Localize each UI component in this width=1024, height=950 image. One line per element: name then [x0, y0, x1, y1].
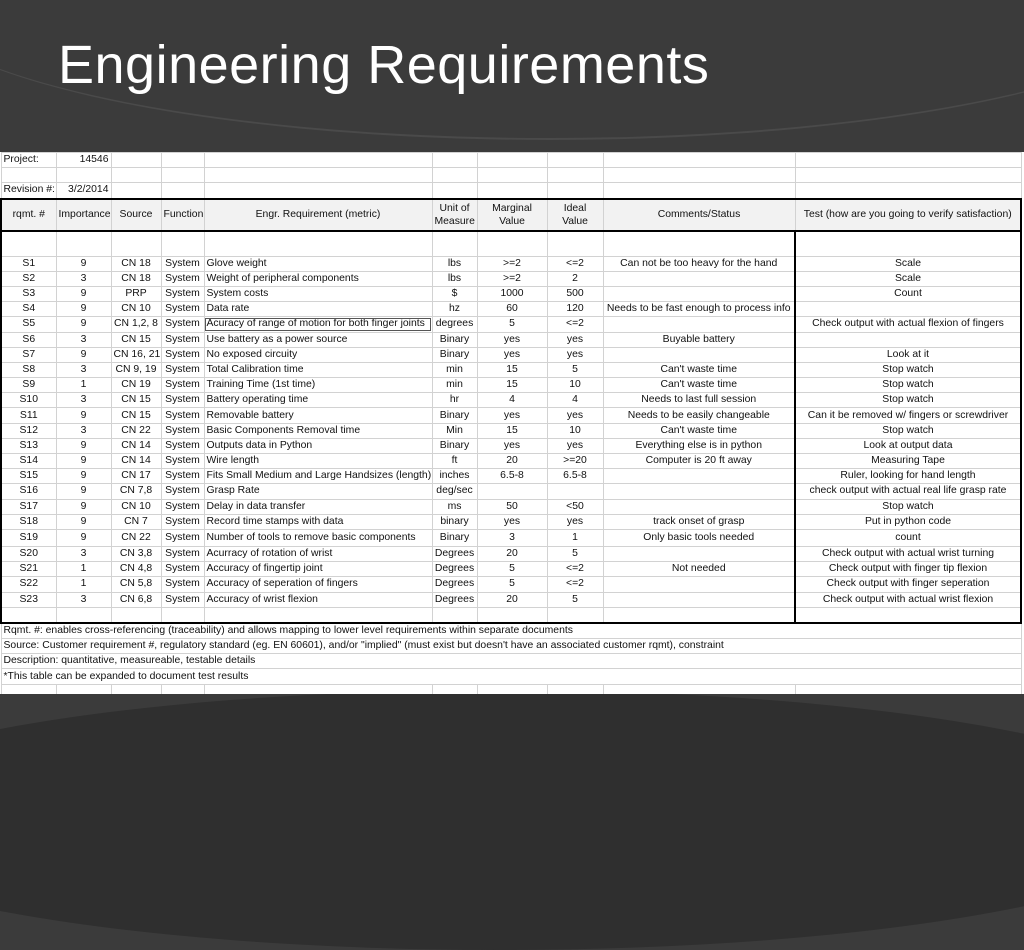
importance-cell: 9 — [56, 302, 111, 317]
marginal-cell: 15 — [477, 378, 547, 393]
requirement-cell: Accuracy of wrist flexion — [204, 592, 432, 607]
test-cell: check output with actual real life grasp rate — [795, 484, 1021, 499]
requirement-cell: Wire length — [204, 454, 432, 469]
table-row — [1, 271, 1021, 286]
marginal-cell: 5 — [477, 562, 547, 577]
rqmt-cell: S22 — [1, 577, 56, 592]
function-cell: System — [161, 362, 204, 377]
source-cell: CN 5,8 — [111, 577, 161, 592]
ideal-cell: 10 — [547, 423, 603, 438]
function-cell: System — [161, 393, 204, 408]
requirement-cell: Acuracy of range of motion for both finger joints — [204, 317, 432, 332]
rqmt-cell: S1 — [1, 256, 56, 271]
marginal-cell: yes — [477, 347, 547, 362]
importance-cell: 3 — [56, 332, 111, 347]
rqmt-cell: S4 — [1, 302, 56, 317]
marginal-cell: 4 — [477, 393, 547, 408]
test-cell: Measuring Tape — [795, 454, 1021, 469]
importance-cell: 9 — [56, 317, 111, 332]
comments-cell — [603, 317, 795, 332]
function-cell: System — [161, 408, 204, 423]
test-cell: Can it be removed w/ fingers or screwdriver — [795, 408, 1021, 423]
rqmt-cell: S20 — [1, 546, 56, 561]
table-row — [1, 393, 1021, 408]
note-row — [1, 654, 1021, 669]
test-cell: Stop watch — [795, 499, 1021, 514]
ideal-cell: <=2 — [547, 562, 603, 577]
table-row — [1, 408, 1021, 423]
rqmt-cell: S8 — [1, 362, 56, 377]
ideal-header: Ideal Value — [547, 199, 603, 231]
requirement-cell: Record time stamps with data — [204, 514, 432, 529]
marginal-cell: yes — [477, 438, 547, 453]
comments-cell — [603, 546, 795, 561]
rqmt-cell: S5 — [1, 317, 56, 332]
importance-cell: 9 — [56, 408, 111, 423]
requirement-cell: Total Calibration time — [204, 362, 432, 377]
comments-cell — [603, 271, 795, 286]
unit-cell: inches — [432, 469, 477, 484]
comments-cell — [603, 469, 795, 484]
test-cell: Ruler, looking for hand length — [795, 469, 1021, 484]
marginal-cell: >=2 — [477, 271, 547, 286]
requirement-cell: Grasp Rate — [204, 484, 432, 499]
comments-cell: Can not be too heavy for the hand — [603, 256, 795, 271]
note-text: Rqmt. #: enables cross-referencing (traceability) and allows mapping to lower level requirements within separate documents — [1, 623, 1021, 639]
unit-cell: Degrees — [432, 562, 477, 577]
ideal-cell: <=2 — [547, 317, 603, 332]
ideal-cell: 5 — [547, 362, 603, 377]
unit-cell: ft — [432, 454, 477, 469]
table-row — [1, 546, 1021, 561]
importance-cell: 9 — [56, 499, 111, 514]
comments-cell: Needs to be easily changeable — [603, 408, 795, 423]
function-cell: System — [161, 256, 204, 271]
test-cell: Check output with actual wrist turning — [795, 546, 1021, 561]
project-label: Project: — [1, 153, 56, 168]
ideal-cell: yes — [547, 438, 603, 453]
rqmt-cell: S15 — [1, 469, 56, 484]
unit-header: Unit of Measure — [432, 199, 477, 231]
marginal-cell: 3 — [477, 529, 547, 546]
marginal-cell — [477, 484, 547, 499]
note-row — [1, 623, 1021, 639]
rqmt-cell: S17 — [1, 499, 56, 514]
comments-cell: Needs to last full session — [603, 393, 795, 408]
unit-cell: binary — [432, 514, 477, 529]
comments-cell — [603, 499, 795, 514]
source-cell: CN 4,8 — [111, 562, 161, 577]
source-cell: CN 10 — [111, 302, 161, 317]
requirement-cell: Use battery as a power source — [204, 332, 432, 347]
source-cell: CN 19 — [111, 378, 161, 393]
marginal-cell: yes — [477, 408, 547, 423]
marginal-cell: 6.5-8 — [477, 469, 547, 484]
function-cell: System — [161, 347, 204, 362]
test-cell: Stop watch — [795, 423, 1021, 438]
ideal-cell: yes — [547, 408, 603, 423]
comments-cell: Can't waste time — [603, 362, 795, 377]
requirement-cell: No exposed circuity — [204, 347, 432, 362]
test-cell: Stop watch — [795, 378, 1021, 393]
marginal-cell: 15 — [477, 423, 547, 438]
rqmt-cell: S11 — [1, 408, 56, 423]
ideal-cell: 500 — [547, 286, 603, 301]
importance-cell: 9 — [56, 454, 111, 469]
table-row — [1, 423, 1021, 438]
comments-header: Comments/Status — [603, 199, 795, 231]
importance-header: Importance — [56, 199, 111, 231]
importance-cell: 3 — [56, 393, 111, 408]
table-row — [1, 514, 1021, 529]
table-row — [1, 362, 1021, 377]
unit-cell: Binary — [432, 408, 477, 423]
marginal-cell: 20 — [477, 592, 547, 607]
unit-cell: Binary — [432, 347, 477, 362]
importance-cell: 3 — [56, 362, 111, 377]
function-cell: System — [161, 577, 204, 592]
rqmt-cell: S2 — [1, 271, 56, 286]
source-cell: CN 22 — [111, 423, 161, 438]
importance-cell: 9 — [56, 484, 111, 499]
test-cell: count — [795, 529, 1021, 546]
background-swoosh-bottom — [0, 690, 1024, 950]
unit-cell: lbs — [432, 256, 477, 271]
source-cell: CN 7,8 — [111, 484, 161, 499]
source-cell: CN 22 — [111, 529, 161, 546]
requirement-header: Engr. Requirement (metric) — [204, 199, 432, 231]
ideal-cell: <50 — [547, 499, 603, 514]
table-row — [1, 529, 1021, 546]
importance-cell: 1 — [56, 577, 111, 592]
comments-cell — [603, 484, 795, 499]
unit-cell: Degrees — [432, 546, 477, 561]
test-cell: Stop watch — [795, 362, 1021, 377]
test-cell: Check output with finger seperation — [795, 577, 1021, 592]
table-row — [1, 317, 1021, 332]
unit-cell: hr — [432, 393, 477, 408]
rqmt-cell: S7 — [1, 347, 56, 362]
table-row — [1, 332, 1021, 347]
table-row — [1, 469, 1021, 484]
marginal-cell: 1000 — [477, 286, 547, 301]
importance-cell: 9 — [56, 256, 111, 271]
importance-cell: 3 — [56, 271, 111, 286]
requirement-cell: Training Time (1st time) — [204, 378, 432, 393]
function-cell: System — [161, 302, 204, 317]
requirement-cell: Battery operating time — [204, 393, 432, 408]
test-cell — [795, 302, 1021, 317]
table-row — [1, 286, 1021, 301]
comments-cell: Everything else is in python — [603, 438, 795, 453]
marginal-cell: >=2 — [477, 256, 547, 271]
comments-cell: track onset of grasp — [603, 514, 795, 529]
ideal-cell: 5 — [547, 592, 603, 607]
test-cell: Check output with actual flexion of fingers — [795, 317, 1021, 332]
table-row — [1, 454, 1021, 469]
requirement-cell: Fits Small Medium and Large Handsizes (length) — [204, 469, 432, 484]
table-row — [1, 302, 1021, 317]
function-cell: System — [161, 499, 204, 514]
source-cell: CN 1,2, 8 — [111, 317, 161, 332]
ideal-cell: 2 — [547, 271, 603, 286]
source-cell: PRP — [111, 286, 161, 301]
source-cell: CN 14 — [111, 438, 161, 453]
rqmt-cell: S23 — [1, 592, 56, 607]
function-cell: System — [161, 271, 204, 286]
marginal-header: Marginal Value — [477, 199, 547, 231]
ideal-cell: 6.5-8 — [547, 469, 603, 484]
table-row — [1, 484, 1021, 499]
function-cell: System — [161, 529, 204, 546]
unit-cell: Degrees — [432, 577, 477, 592]
function-cell: System — [161, 378, 204, 393]
note-text: Description: quantitative, measureable, testable details — [1, 654, 1021, 669]
revision-value: 3/2/2014 — [56, 183, 111, 199]
rqmt-cell: S18 — [1, 514, 56, 529]
comments-cell: Computer is 20 ft away — [603, 454, 795, 469]
comments-cell: Can't waste time — [603, 423, 795, 438]
marginal-cell: 60 — [477, 302, 547, 317]
project-row — [1, 153, 1021, 168]
table-row — [1, 592, 1021, 607]
importance-cell: 3 — [56, 592, 111, 607]
source-cell: CN 18 — [111, 256, 161, 271]
function-cell: System — [161, 546, 204, 561]
importance-cell: 9 — [56, 514, 111, 529]
rqmt-cell: S21 — [1, 562, 56, 577]
comments-cell: Only basic tools needed — [603, 529, 795, 546]
marginal-cell: 50 — [477, 499, 547, 514]
revision-label: Revision #: — [1, 183, 56, 199]
unit-cell: degrees — [432, 317, 477, 332]
importance-cell: 9 — [56, 347, 111, 362]
ideal-cell: 1 — [547, 529, 603, 546]
unit-cell: min — [432, 362, 477, 377]
table-row — [1, 562, 1021, 577]
source-cell: CN 16, 21 — [111, 347, 161, 362]
rqmt-header: rqmt. # — [1, 199, 56, 231]
source-cell: CN 14 — [111, 454, 161, 469]
source-cell: CN 17 — [111, 469, 161, 484]
function-cell: System — [161, 484, 204, 499]
rqmt-cell: S6 — [1, 332, 56, 347]
rqmt-cell: S3 — [1, 286, 56, 301]
requirement-cell: Number of tools to remove basic components — [204, 529, 432, 546]
ideal-cell: yes — [547, 332, 603, 347]
requirement-cell: Glove weight — [204, 256, 432, 271]
test-cell: Look at output data — [795, 438, 1021, 453]
table-end-row — [1, 607, 1021, 623]
requirement-cell: Accuracy of seperation of fingers — [204, 577, 432, 592]
test-header: Test (how are you going to verify satisfaction) — [795, 199, 1021, 231]
test-cell: Count — [795, 286, 1021, 301]
test-cell — [795, 332, 1021, 347]
unit-cell: Binary — [432, 529, 477, 546]
ideal-cell: yes — [547, 347, 603, 362]
comments-cell: Buyable battery — [603, 332, 795, 347]
function-cell: System — [161, 562, 204, 577]
source-cell: CN 15 — [111, 332, 161, 347]
header-row — [1, 199, 1021, 231]
comments-cell: Not needed — [603, 562, 795, 577]
note-row — [1, 639, 1021, 654]
importance-cell: 3 — [56, 546, 111, 561]
blank-row — [1, 168, 1021, 183]
requirement-cell: Weight of peripheral components — [204, 271, 432, 286]
unit-cell: Degrees — [432, 592, 477, 607]
importance-cell: 9 — [56, 286, 111, 301]
unit-cell: deg/sec — [432, 484, 477, 499]
comments-cell — [603, 592, 795, 607]
comments-cell: Can't waste time — [603, 378, 795, 393]
comments-cell — [603, 347, 795, 362]
ideal-cell: <=2 — [547, 577, 603, 592]
table-row — [1, 378, 1021, 393]
rqmt-cell: S10 — [1, 393, 56, 408]
unit-cell: lbs — [432, 271, 477, 286]
marginal-cell: 5 — [477, 577, 547, 592]
table-row — [1, 438, 1021, 453]
ideal-cell: 4 — [547, 393, 603, 408]
unit-cell: min — [432, 378, 477, 393]
unit-cell: Binary — [432, 438, 477, 453]
ideal-cell — [547, 484, 603, 499]
function-cell: System — [161, 317, 204, 332]
requirement-cell: Data rate — [204, 302, 432, 317]
ideal-cell: yes — [547, 514, 603, 529]
function-cell: System — [161, 592, 204, 607]
test-cell: Put in python code — [795, 514, 1021, 529]
ideal-cell: 120 — [547, 302, 603, 317]
requirement-cell: Delay in data transfer — [204, 499, 432, 514]
comments-cell: Needs to be fast enough to process info — [603, 302, 795, 317]
requirements-table — [0, 152, 1022, 694]
note-text: Source: Customer requirement #, regulatory standard (eg. EN 60601), and/or "implied" (must exist but doesn't have an associated customer rqmt), constraint — [1, 639, 1021, 654]
importance-cell: 1 — [56, 562, 111, 577]
spreadsheet-image — [0, 152, 1024, 694]
function-cell: System — [161, 332, 204, 347]
requirement-cell: Outputs data in Python — [204, 438, 432, 453]
function-header: Function — [161, 199, 204, 231]
test-cell: Check output with actual wrist flexion — [795, 592, 1021, 607]
importance-cell: 3 — [56, 423, 111, 438]
marginal-cell: yes — [477, 514, 547, 529]
source-cell: CN 3,8 — [111, 546, 161, 561]
function-cell: System — [161, 454, 204, 469]
comments-cell — [603, 286, 795, 301]
requirement-cell: Basic Components Removal time — [204, 423, 432, 438]
source-cell: CN 15 — [111, 393, 161, 408]
source-cell: CN 9, 19 — [111, 362, 161, 377]
slide-title: Engineering Requirements — [58, 35, 710, 95]
importance-cell: 9 — [56, 529, 111, 546]
unit-cell: hz — [432, 302, 477, 317]
note-row — [1, 669, 1021, 684]
requirement-cell: Accuracy of fingertip joint — [204, 562, 432, 577]
ideal-cell: <=2 — [547, 256, 603, 271]
revision-row — [1, 183, 1021, 199]
function-cell: System — [161, 514, 204, 529]
table-row — [1, 499, 1021, 514]
table-row — [1, 577, 1021, 592]
marginal-cell: 15 — [477, 362, 547, 377]
rqmt-cell: S19 — [1, 529, 56, 546]
rqmt-cell: S14 — [1, 454, 56, 469]
source-header: Source — [111, 199, 161, 231]
function-cell: System — [161, 469, 204, 484]
function-cell: System — [161, 423, 204, 438]
marginal-cell: 5 — [477, 317, 547, 332]
test-cell: Stop watch — [795, 393, 1021, 408]
test-cell: Scale — [795, 256, 1021, 271]
ideal-cell: 10 — [547, 378, 603, 393]
table-row — [1, 256, 1021, 271]
comments-cell — [603, 577, 795, 592]
unit-cell: Binary — [432, 332, 477, 347]
source-cell: CN 6,8 — [111, 592, 161, 607]
importance-cell: 9 — [56, 469, 111, 484]
marginal-cell: 20 — [477, 454, 547, 469]
source-cell: CN 10 — [111, 499, 161, 514]
importance-cell: 9 — [56, 438, 111, 453]
rqmt-cell: S12 — [1, 423, 56, 438]
marginal-cell: yes — [477, 332, 547, 347]
ideal-cell: 5 — [547, 546, 603, 561]
spacer-row — [1, 231, 1021, 257]
function-cell: System — [161, 286, 204, 301]
importance-cell: 1 — [56, 378, 111, 393]
rqmt-cell: S13 — [1, 438, 56, 453]
unit-cell: ms — [432, 499, 477, 514]
unit-cell: $ — [432, 286, 477, 301]
blank-row — [1, 684, 1021, 694]
function-cell: System — [161, 438, 204, 453]
test-cell: Scale — [795, 271, 1021, 286]
unit-cell: Min — [432, 423, 477, 438]
test-cell: Check output with finger tip flexion — [795, 562, 1021, 577]
rqmt-cell: S16 — [1, 484, 56, 499]
rqmt-cell: S9 — [1, 378, 56, 393]
requirement-cell: Removable battery — [204, 408, 432, 423]
requirement-cell: System costs — [204, 286, 432, 301]
source-cell: CN 18 — [111, 271, 161, 286]
marginal-cell: 20 — [477, 546, 547, 561]
project-value: 14546 — [56, 153, 111, 168]
table-row — [1, 347, 1021, 362]
source-cell: CN 15 — [111, 408, 161, 423]
test-cell: Look at it — [795, 347, 1021, 362]
ideal-cell: >=20 — [547, 454, 603, 469]
requirement-cell: Acurracy of rotation of wrist — [204, 546, 432, 561]
note-text: *This table can be expanded to document test results — [1, 669, 1021, 684]
source-cell: CN 7 — [111, 514, 161, 529]
